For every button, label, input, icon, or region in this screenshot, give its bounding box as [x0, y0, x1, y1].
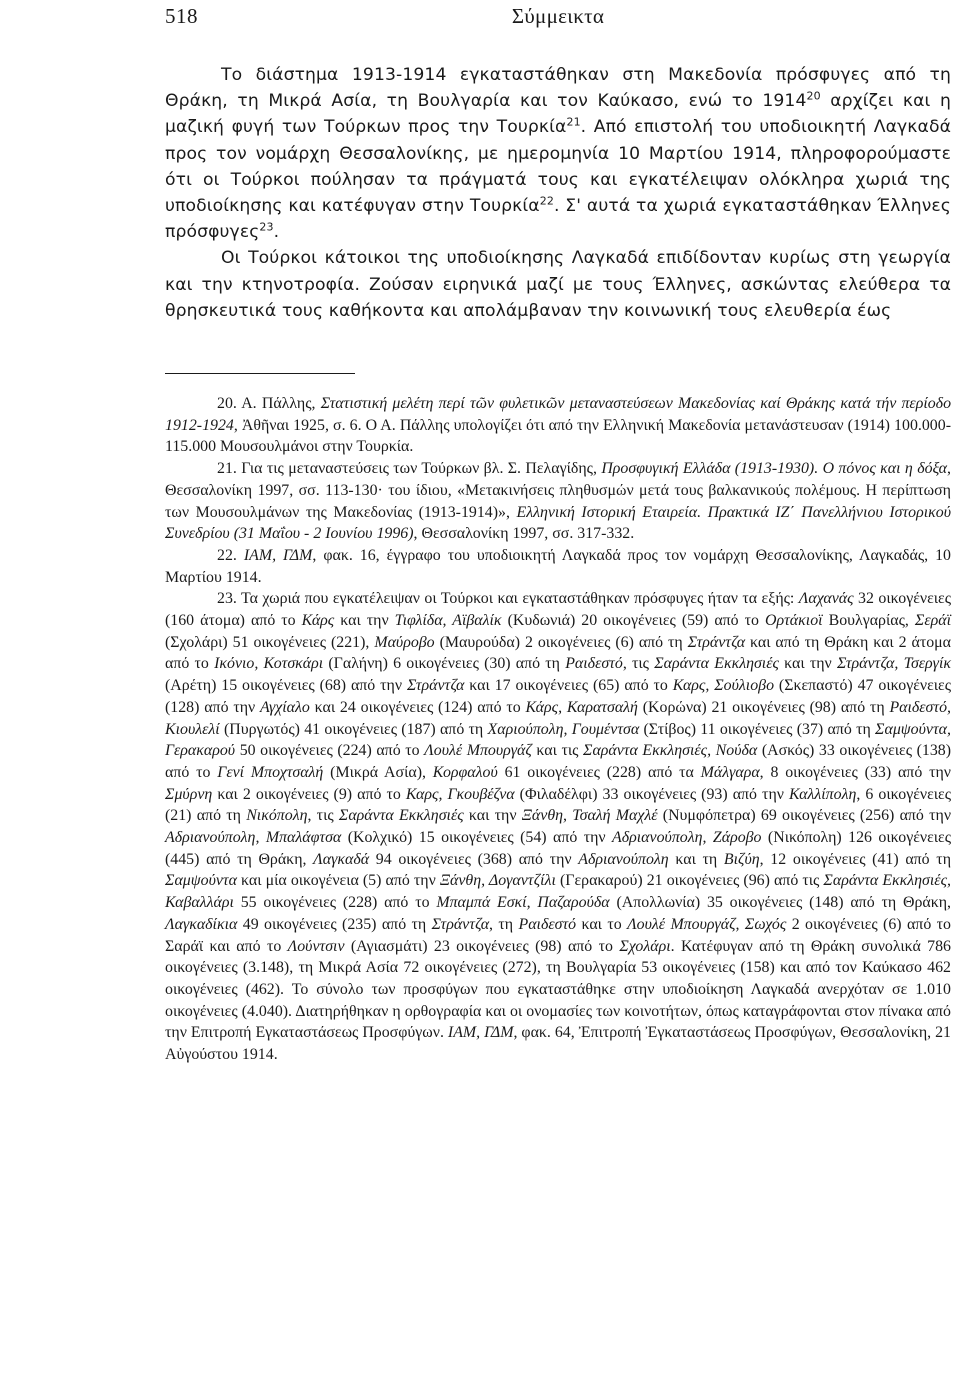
- text-run: 20. Α. Πάλλης,: [217, 395, 321, 412]
- italic-run: Στράντζα: [431, 915, 490, 933]
- footnote-ref-23[interactable]: 23: [259, 220, 274, 234]
- italic-run: Καρς, Σούλιοβο: [672, 677, 775, 695]
- italic-run: Λαχανάς: [798, 590, 854, 608]
- italic-run: Χαριούπολη, Γουμέντσα: [487, 720, 640, 738]
- text-run: , Θεσσαλονίκη 1997, σσ. 113-130· του ίδιου, «Μετακινήσεις πληθυσμών μετά τους βαλκανικούς πολέμους. Η περίπτωση των Μουσουλμάνων της Μακεδονίας (1913-1914)»,: [165, 460, 951, 521]
- main-text: [165, 62, 951, 324]
- italic-run: Μάλγαρα: [700, 763, 760, 781]
- text-run: . Από επιστολή του υποδιοικητή Λαγκαδά προς τον νομάρχη Θεσσαλονίκης, με ημερομηνία 10 Μαρτίου 1914, πληροφορούμαστε ότι οι Τούρκοι πούλησαν τα πράγματά τους και εγκατέλειψαν ολόκληρα χωριά της υποδιοίκησης και κατέφυγαν στην Τουρκία: [165, 117, 951, 217]
- text-run: , 8 οικογένειες (33) από την: [759, 763, 951, 781]
- text-run: και την: [334, 612, 395, 630]
- page-header: [165, 4, 951, 34]
- text-run: αρχίζει και η μαζική φυγή των Τούρκων προς την Τουρκία: [165, 91, 951, 138]
- italic-run: Καρς, Γκουβέζνα: [405, 785, 515, 803]
- text-run: και την: [778, 655, 837, 673]
- text-run: και μία οικογένεια (5) από την: [236, 872, 440, 890]
- italic-run: Γενί Μποχτσαλή: [217, 763, 324, 781]
- footnote-23: [165, 588, 951, 1065]
- italic-run: Νικόπολη: [246, 807, 308, 825]
- italic-run: Μπαμπά Εσκί, Παζαρούδα: [436, 894, 610, 912]
- italic-run: Σαράντα Εκκλησιές: [338, 807, 464, 825]
- text-run: (Αγιασμάτι) 23 οικογένειες (98) από το: [344, 937, 620, 955]
- text-run: και 17 οικογένειες (65) από το: [464, 677, 673, 695]
- text-run: (Νυμφόπετρα) 69 οικογένειες (256) από την: [657, 807, 952, 825]
- footnote-20: [165, 393, 951, 458]
- italic-run: Σμύρνη: [165, 785, 213, 803]
- italic-run: Σαμψούντα: [165, 872, 237, 890]
- paragraph-2: Οι Τούρκοι κάτοικοι της υποδιοίκησης Λαγκαδά επιδίδονταν κυρίως στη γεωργία και την κτηνοτροφία. Ζούσαν ειρηνικά μαζί με τους Έλληνες, ασκώντας ελεύθερα τα θρησκευτικά τους καθήκοντα και απολάμβαναν την κοινωνική τους ελευθερία έως: [165, 248, 951, 321]
- italic-run: Λαγκαδά: [313, 850, 370, 868]
- italic-run: Ξάνθη, Δογαντζίλι: [439, 872, 556, 890]
- text-run: 2 οικογένειες (6) από το Σαράϊ και από το: [165, 915, 951, 955]
- footnote-ref-20[interactable]: 20: [806, 89, 821, 103]
- text-run: , τη: [489, 915, 519, 933]
- text-run: (Μαυρούδα) 2 οικογένειες (6) από τη: [434, 633, 688, 651]
- footnote-21: [165, 458, 951, 545]
- text-run: , Θεσσαλονίκη 1997, σσ. 317-332.: [413, 525, 635, 543]
- italic-run: Σχολάρι: [619, 937, 671, 955]
- text-run: (Πυργωτός) 41 οικογένειες (187) από τη: [219, 720, 488, 738]
- italic-run: Σαράντα Εκκλησιές, Καβαλλάρι: [165, 872, 951, 912]
- text-run: . Κατέφυγαν από τη Θράκη συνολικά 786 οικογένειες (3.148), τη Μικρά Ασία 72 οικογένειες (272), τη Βουλγαρία 53 οικογένειες (158) και από τον Καύκασο 462 οικογένειες (462). Το σύνολο των προσφύγων που εγκαταστάθηκε στην υποδιοίκηση Λαγκαδά ανερχόταν σε 1.010 οικογένειες (4.040). Διατηρήθηκαν η ορθογραφία και οι ονομασίες των κοινοτήτων, όπως καταγράφονται στον πίνακα από την Επιτροπή Εγκαταστάσεως Προσφύγων.: [165, 937, 952, 1042]
- italic-run: Προσφυγική Ελλάδα (1913-1930). Ο πόνος και η δόξα: [601, 460, 948, 478]
- text-run: (Ασκός) 33 οικογένειες (138) από το: [165, 742, 952, 781]
- italic-run: Σεράϊ: [914, 612, 951, 630]
- footnotes: [165, 393, 951, 1066]
- italic-run: Λουλέ Μπουργάζ, Σωχός: [627, 915, 787, 933]
- text-run: 55 οικογένειες (228) από το: [233, 894, 437, 912]
- text-run: (Κορώνα) 21 οικογένειες (98) από τη: [637, 698, 890, 716]
- text-run: (Στίβος) 11 οικογένειες (37) από τη: [639, 720, 876, 738]
- italic-run: ΙΑΜ, ΓΔΜ: [243, 546, 313, 564]
- text-run: , τις: [622, 655, 655, 673]
- italic-run: Στράντζα, Τσεργίκ: [836, 655, 951, 673]
- text-run: 49 οικογένειες (235) από τη: [237, 915, 432, 933]
- text-run: . Σ' αυτά τα χωριά εγκαταστάθηκαν Έλληνες πρόσφυγες: [165, 196, 951, 243]
- text-run: .: [273, 222, 280, 243]
- text-run: (Φιλαδέλφι) 33 οικογένειες (93) από την: [514, 785, 790, 803]
- italic-run: Κάρς: [301, 612, 335, 630]
- text-run: (Γαλήνη) 6 οικογένειες (30) από τη: [323, 655, 566, 673]
- text-run: (Αρέτη) 15 οικογένειες (68) από την: [165, 677, 407, 695]
- text-run: και τις: [531, 742, 583, 760]
- italic-run: Ορτάκιοϊ: [765, 612, 823, 630]
- text-run: 32 οικογένειες (160 άτομα) από το: [165, 590, 952, 630]
- text-run: , 12 οικογένειες (41) από τη: [759, 850, 952, 868]
- italic-run: Στράντζα: [406, 677, 465, 695]
- text-run: και το: [576, 915, 628, 933]
- text-run: και από τη Θράκη και 2 άτομα από το: [165, 633, 951, 673]
- text-run: 22.: [217, 546, 244, 564]
- italic-run: Σαράντα Εκκλησιές, Νούδα: [583, 742, 758, 760]
- text-run: 23. Τα χωριά που εγκατέλειψαν οι Τούρκοι και εγκαταστάθηκαν πρόσφυγες ήταν τα εξής:: [217, 590, 799, 608]
- italic-run: Σαμψούντα, Γερακαρού: [165, 720, 951, 760]
- italic-run: Αγχίαλο: [260, 698, 310, 716]
- italic-run: Μαύροβο: [374, 633, 435, 651]
- page-number: 518: [165, 4, 198, 28]
- italic-run: Τιφλίδα, Αϊβαλίκ: [394, 612, 502, 630]
- text-run: , 6 οικογένειες (21) από τη: [165, 785, 952, 825]
- text-run: (Γερακαρού) 21 οικογένειες (96) από τις: [555, 872, 824, 890]
- text-run: 21. Για τις μεταναστεύσεις των Τούρκων βλ. Σ. Πελαγίδης,: [217, 460, 602, 478]
- italic-run: Ικόνιο, Κοτσκάρι: [214, 655, 324, 673]
- italic-run: Λούντσιν: [287, 937, 345, 955]
- footnote-separator: [165, 373, 355, 374]
- text-run: (Μικρά Ασία),: [323, 763, 433, 781]
- text-run: , Ἀθῆναι 1925, σ. 6. Ο Α. Πάλλης υπολογίζει ότι από την Ελληνική Μακεδονία μετανάστευσαν (1914) 100.000-115.000 Μουσουλμάνοι στην Τουρκία.: [165, 416, 951, 456]
- italic-run: Στατιστική μελέτη περί τῶν φυλετικῶν μεταναστεύσεων Μακεδονίας καί Θράκης κατά τήν περίοδο 1912-1924: [165, 395, 952, 434]
- italic-run: Ελληνική Ιστορική Εταιρεία. Πρακτικά ΙΖ΄ Πανελλήνιου Ιστορικού Συνεδρίου (31 Μαΐου - 2 Ιουνίου 1996): [165, 503, 951, 543]
- text-run: Το διάστημα 1913-1914 εγκαταστάθηκαν στη Μακεδονία πρόσφυγες από τη Θράκη, τη Μικρά Ασία, τη Βουλγαρία και τον Καύκασο, ενώ το 1914: [165, 65, 951, 112]
- footnote-ref-22[interactable]: 22: [539, 194, 554, 208]
- italic-run: Στράντζα: [687, 633, 746, 651]
- italic-run: Ραιδεστό: [518, 915, 577, 933]
- italic-run: Αδριανούπολη, Μπαλάφτσα: [165, 829, 342, 847]
- text-run: 61 οικογένειες (228) από τα: [497, 763, 701, 781]
- text-run: 94 οικογένειες (368) από την: [369, 850, 579, 868]
- text-run: , τις: [307, 807, 339, 825]
- text-run: Βουλγαρίας,: [822, 612, 915, 630]
- italic-run: Καλλίπολη: [789, 785, 857, 803]
- text-run: , φακ. 16, έγγραφο του υποδιοικητή Λαγκαδά προς τον νομάρχη Θεσσαλονίκης, Λαγκαδάς, 10 Μαρτίου 1914.: [165, 546, 951, 586]
- text-run: , φακ. 64, Ἐπιτροπή Ἐγκαταστάσεως Προσφύγων, Θεσσαλονίκη, 21 Αὐγούστου 1914.: [165, 1024, 951, 1064]
- italic-run: Ξάνθη, Τσαλή Μαχλέ: [521, 807, 658, 825]
- running-head: Σύμμεικτα: [511, 4, 605, 28]
- italic-run: Ραιδεστό, Κιουλελί: [165, 698, 951, 738]
- italic-run: Λουλέ Μπουργάζ: [424, 742, 532, 760]
- italic-run: Σαράντα Εκκλησιές: [654, 655, 779, 673]
- text-run: (Κυδωνιά) 20 οικογένειες (59) από το: [501, 612, 766, 630]
- text-run: (Κολχικό) 15 οικογένειες (54) από την: [341, 829, 613, 847]
- footnote-ref-21[interactable]: 21: [566, 115, 581, 129]
- footnote-22: [165, 545, 951, 588]
- italic-run: ΙΑΜ, ΓΔΜ: [447, 1024, 514, 1042]
- italic-run: Κορφαλού: [432, 763, 498, 781]
- italic-run: Κάρς, Καρατσαλή: [525, 698, 638, 716]
- text-run: και τη: [668, 850, 724, 868]
- text-run: και την: [463, 807, 522, 825]
- italic-run: Αδριανούπολη: [578, 850, 669, 868]
- text-run: (Σχολάρι) 51 οικογένειες (221),: [165, 633, 375, 651]
- text-run: (Σκεπαστό) 47 οικογένειες (128) από την: [165, 677, 951, 716]
- text-run: (Νικόπολη) 126 οικογένειες (445) από τη Θράκη,: [165, 829, 952, 868]
- text-run: και 2 οικογένειες (9) από το: [212, 785, 406, 803]
- italic-run: Λαγκαδίκια: [165, 915, 238, 933]
- paragraph-1: [165, 62, 951, 245]
- text-run: και 24 οικογένειες (124) από το: [309, 698, 526, 716]
- text-run: (Απολλωνία) 35 οικογένειες (148) από τη Θράκη,: [609, 894, 951, 912]
- italic-run: Βιζύη: [723, 850, 760, 868]
- italic-run: Ραιδεστό: [565, 655, 623, 673]
- italic-run: Αδριανούπολη, Ζάροβο: [612, 829, 762, 847]
- text-run: 50 οικογένειες (224) από το: [235, 742, 425, 760]
